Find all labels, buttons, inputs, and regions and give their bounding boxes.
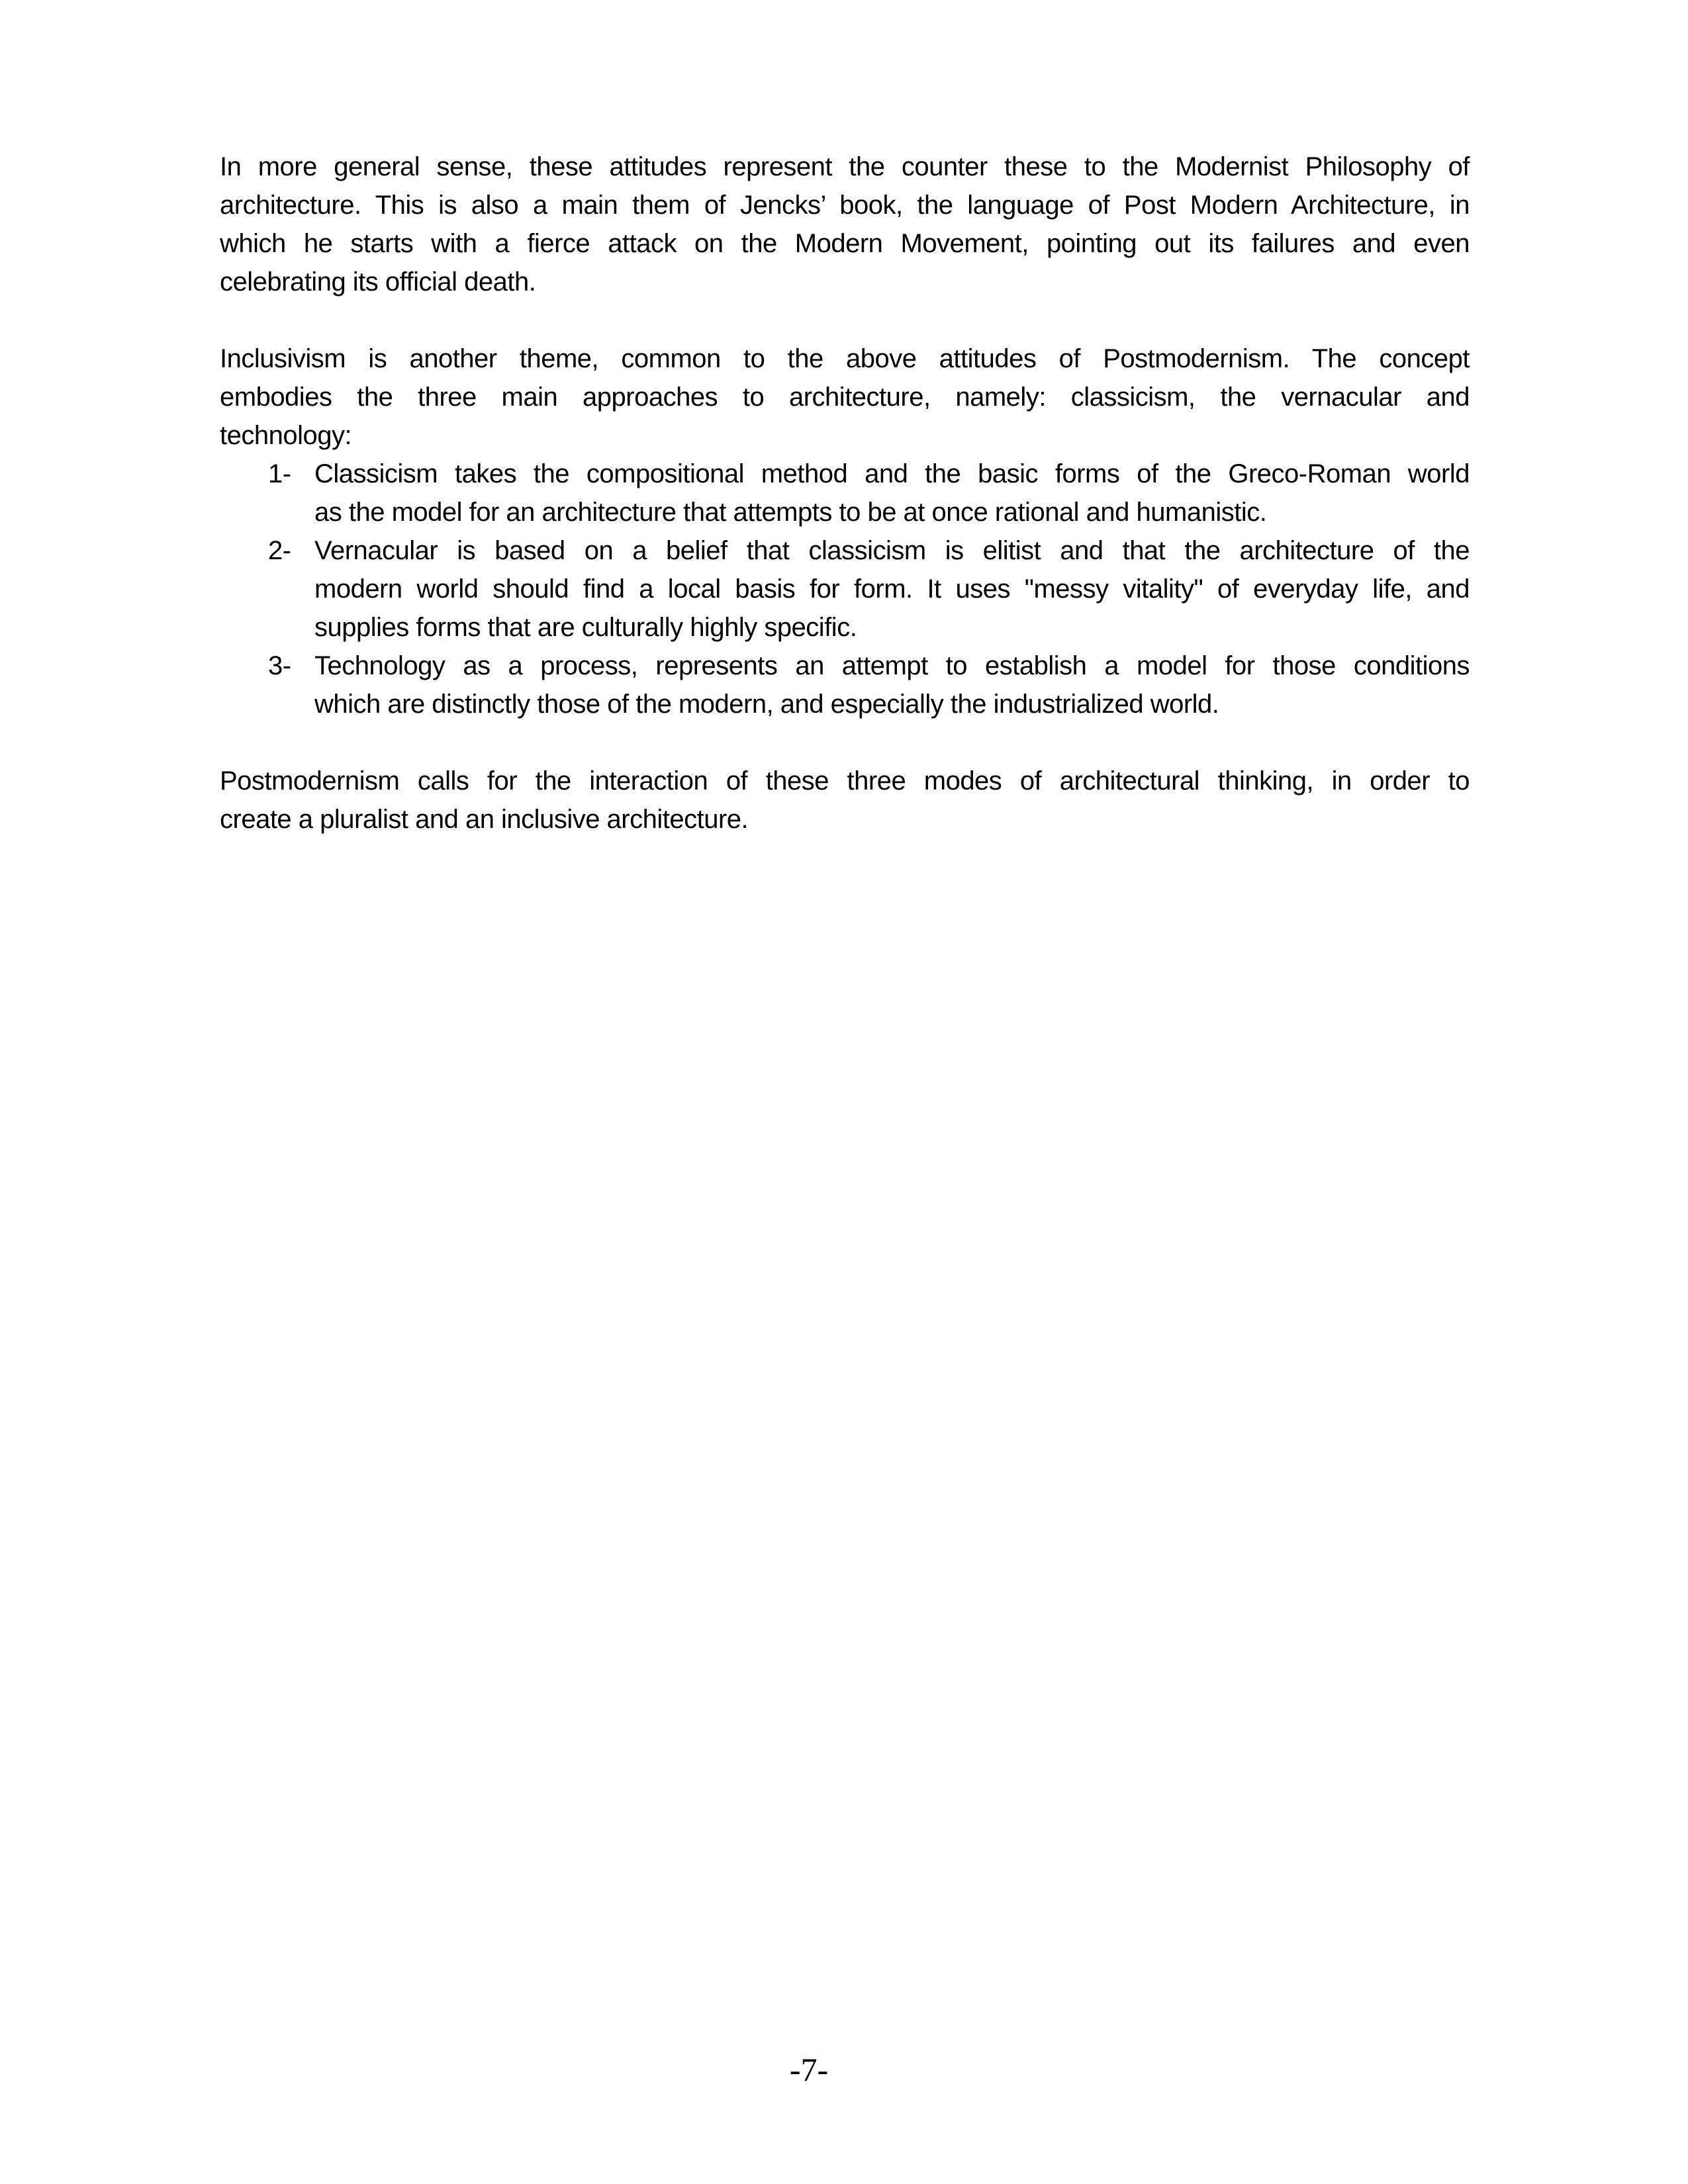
list-item [220, 455, 1470, 531]
text-line: Vernacular is based on a belief that classicism is elitist and that the architecture of the [314, 536, 1470, 565]
text-line: modern world should find a local basis for form. It uses "messy vitality" of everyday life, and [314, 574, 1470, 604]
paragraph-inclusivism [220, 340, 1470, 455]
text-line: Postmodernism calls for the interaction of these three modes of architectural thinking, in order to [220, 766, 1470, 796]
text-line: embodies the three main approaches to architecture, namely: classicism, the vernacular and [220, 383, 1470, 412]
text-line: Classicism takes the compositional method and the basic forms of the Greco-Roman world [314, 459, 1470, 488]
text-line: architecture. This is also a main them of Jencks’ book, the language of Post Modern Architecture, in [220, 191, 1470, 220]
body-text [220, 148, 1470, 839]
text-line: which he starts with a fierce attack on the Modern Movement, pointing out its failures and even [220, 229, 1470, 258]
page-footer [0, 2050, 1618, 2089]
list-marker: 2- [268, 536, 291, 565]
numbered-list [220, 455, 1470, 723]
list-marker: 3- [268, 651, 291, 680]
text-line: create a pluralist and an inclusive architecture. [220, 805, 749, 834]
page-number: -7- [789, 2051, 829, 2088]
paragraph-conclusion [220, 762, 1470, 839]
list-marker: 1- [268, 459, 291, 488]
text-line: In more general sense, these attitudes represent the counter these to the Modernist Philosophy of [220, 152, 1470, 181]
list-item [220, 531, 1470, 647]
text-line: supplies forms that are culturally highly specific. [314, 613, 857, 642]
text-line: Technology as a process, represents an attempt to establish a model for those conditions [314, 651, 1470, 680]
paragraph-intro [220, 148, 1470, 301]
text-line: as the model for an architecture that attempts to be at once rational and humanistic. [314, 498, 1267, 527]
text-line: Inclusivism is another theme, common to the above attitudes of Postmodernism. The concept [220, 344, 1470, 373]
text-line: celebrating its official death. [220, 267, 536, 296]
blank-line [220, 723, 1470, 762]
text-line: technology: [220, 421, 352, 450]
list-item [220, 647, 1470, 723]
text-line: which are distinctly those of the modern, and especially the industrialized world. [314, 690, 1219, 719]
blank-line [220, 301, 1470, 340]
